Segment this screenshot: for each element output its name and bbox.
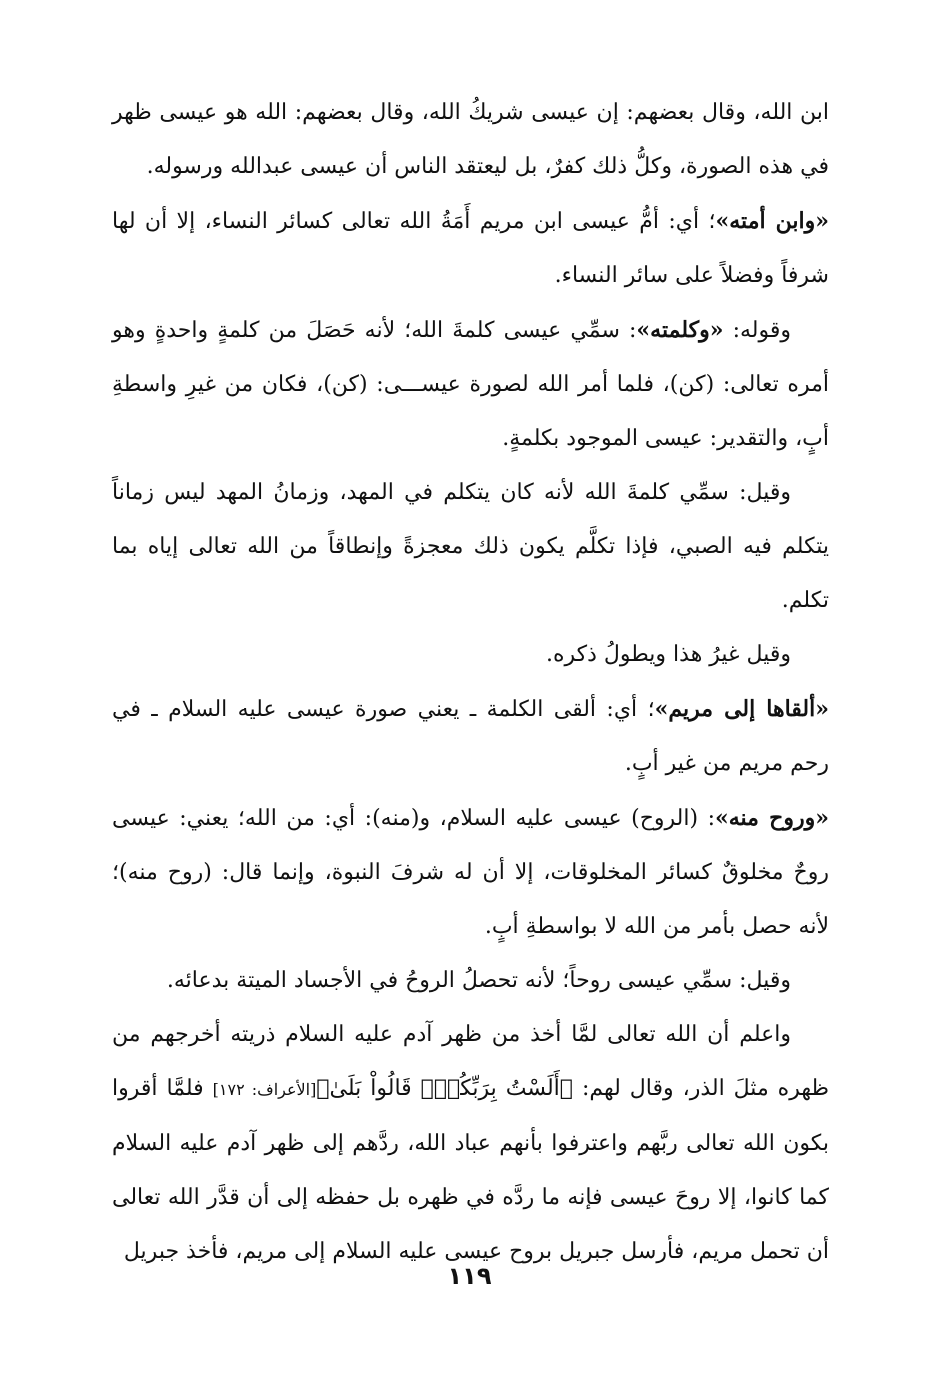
paragraph-3 (112, 303, 829, 466)
paragraph-4 (112, 466, 829, 628)
paragraph-text-before: واعلم أن الله تعالى لمَّا أخذ من ظهر آدم عليه السلام ذريته أخرجهم من ظهره مثلَ الذر، وقال لهم: (112, 1022, 829, 1101)
quran-verse: ﴿أَلَسْتُ بِرَبِّكُمْۖ قَالُواْ بَلَىٰ﴾ (316, 1076, 573, 1101)
term-heading: «وروح منه» (715, 805, 829, 831)
term-heading: «وكلمته» (636, 317, 724, 343)
paragraph-2 (112, 194, 829, 303)
term-heading: «وابن أمته» (715, 208, 829, 234)
paragraph-text: : سمِّي عيسى كلمةَ الله؛ لأنه حَصَلَ من كلمةٍ واحدةٍ وهو أمره تعالى: (كن)، فلما أمر الله لصورة عيســـى: (كن)، فكان من غيرِ واسطةِ أبٍ، والتقدير: عيسى الموجود بكلمةٍ. (112, 318, 829, 451)
paragraph-5 (112, 628, 829, 682)
paragraph-text: : (الروح) عيسى عليه السلام، و(منه): أي: من الله؛ يعني: عيسى روحٌ مخلوقٌ كسائر المخلوقات، إلا أن له شرفَ النبوة، وإنما قال: (روح منه)؛ لأنه حصل بأمر من الله لا بواسطةِ أبٍ. (112, 806, 829, 939)
paragraph-8 (112, 954, 829, 1008)
paragraph-text: وقيل غيرُ هذا ويطولُ ذكره. (545, 642, 791, 667)
paragraph-text: وقيل: سمِّي كلمةَ الله لأنه كان يتكلم في المهد، وزمانُ المهد ليس زماناً يتكلم فيه الصبي، فإذا تكلَّم يكون ذلك معجزةً وإنطاقاً من الله تعالى إياه بما تكلم. (112, 480, 829, 613)
term-heading: «ألقاها إلى مريم» (654, 696, 829, 722)
paragraph-6 (112, 682, 829, 791)
paragraph-text: وقيل: سمِّي عيسى روحاً؛ لأنه تحصلُ الروحُ في الأجساد الميتة بدعائه. (166, 968, 791, 993)
paragraph-text: ؛ أي: ألقى الكلمة ـ يعني صورة عيسى عليه السلام ـ في رحم مريم من غير أبٍ. (112, 697, 829, 776)
page-number: ١١٩ (447, 1262, 492, 1290)
paragraph-1 (112, 86, 829, 194)
body-text (112, 86, 829, 1279)
verse-reference: [الأعراف: ١٧٢] (212, 1080, 317, 1099)
paragraph-text: ؛ أي: أمُّ عيسى ابن مريم أَمَةُ الله تعالى كسائر النساء، إلا أن لها شرفاً وفضلاً على سائر النساء. (112, 209, 829, 288)
paragraph-7 (112, 791, 829, 954)
paragraph-text: فلمَّا أقروا بكون الله تعالى ربَّهم واعترفوا بأنهم عباد الله، ردَّهم إلى ظهر آدم عليه السلام كما كانوا، إلا روحَ عيسى فإنه ما ردَّه في ظهره بل حفظه إلى أن قدَّر الله تعالى أن تحمل مريم، فأرسل جبريل بروح عيسى عليه السلام إلى مريم، فأخذ جبريل (112, 1076, 829, 1264)
paragraph-text: ابن الله، وقال بعضهم: إن عيسى شريكُ الله، وقال بعضهم: الله هو عيسى ظهر في هذه الصورة، وكلُّ ذلك كفرٌ، بل ليعتقد الناس أن عيسى عبدالله ورسوله. (112, 100, 829, 179)
paragraph-prefix: وقوله: (723, 318, 791, 343)
paragraph-9 (112, 1008, 829, 1279)
